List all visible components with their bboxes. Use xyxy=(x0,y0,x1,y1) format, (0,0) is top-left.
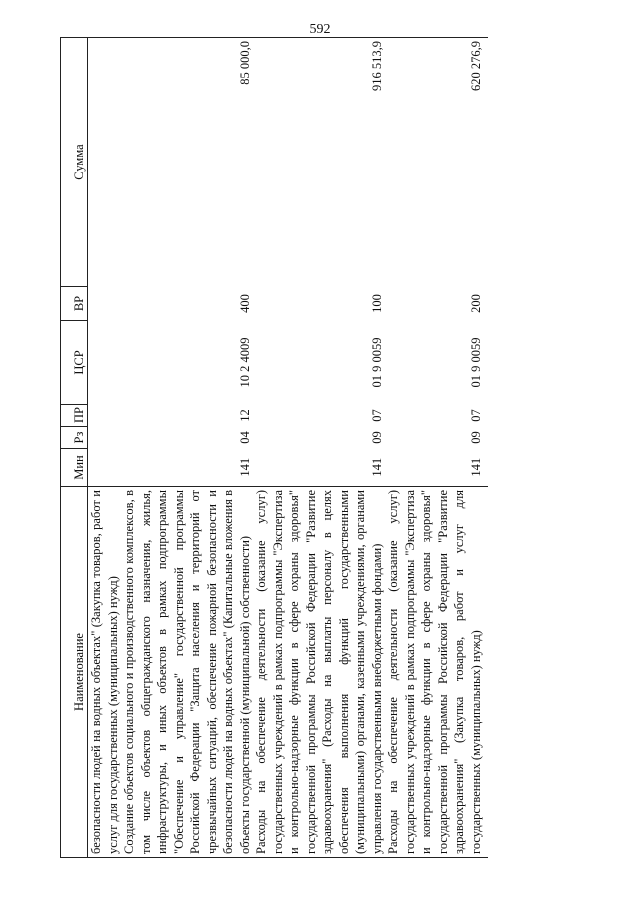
row-sum: 85 000,0 xyxy=(121,38,253,287)
row-name: безопасности людей на водных объектах" (Закупка товаров, работ и услуг для государственных (муниципальных) нужд) xyxy=(88,487,122,858)
table-row xyxy=(253,38,385,858)
header-pr: ПР xyxy=(61,405,88,427)
table-row xyxy=(385,38,488,858)
header-rz: Рз xyxy=(61,427,88,449)
row-pr xyxy=(88,405,122,427)
row-rz xyxy=(88,427,122,449)
row-csr: 10 2 4009 xyxy=(237,337,252,388)
row-min: 141 xyxy=(468,457,483,477)
table-row xyxy=(88,38,122,858)
row-min: 141 xyxy=(237,457,252,477)
rotated-table-area xyxy=(60,38,590,858)
row-vr: 400 xyxy=(237,294,252,313)
row-min: 141 xyxy=(369,457,384,477)
row-min xyxy=(88,449,122,487)
budget-table xyxy=(60,37,488,858)
row-csr xyxy=(88,321,122,405)
row-rz: 09 xyxy=(369,431,384,444)
header-vr: ВР xyxy=(61,287,88,321)
row-pr: 12 xyxy=(237,409,252,422)
row-vr xyxy=(88,287,122,321)
table-row xyxy=(121,38,253,858)
row-csr: 01 9 0059 xyxy=(468,337,483,388)
row-vr: 200 xyxy=(468,294,483,313)
row-csr: 01 9 0059 xyxy=(369,337,384,388)
row-rz: 09 xyxy=(468,431,483,444)
header-csr: ЦСР xyxy=(61,321,88,405)
page-number: 592 xyxy=(309,22,331,37)
row-name: Расходы на обеспечение деятельности (оказание услуг) государственных учреждений в рамках подпрограммы "Экспертиза и контрольно-надзорные функции в сфере охраны здоровья" государственной программы Российской Федерации "Развитие здравоохранения" (Расходы на выплаты персоналу в целях обеспечения выполнения функций государственными (муниципальными) органами, казенными учреждениями, органами управления государственными внебюджетными фондами) xyxy=(253,487,385,858)
row-pr: 07 xyxy=(369,409,384,422)
row-vr: 100 xyxy=(369,294,384,313)
row-pr: 07 xyxy=(468,409,483,422)
header-sum: Сумма xyxy=(61,38,88,287)
row-name: Расходы на обеспечение деятельности (оказание услуг) государственных учреждений в рамках подпрограммы "Экспертиза и контрольно-надзорные функции в сфере охраны здоровья" государственной программы Российской Федерации "Развитие здравоохранения" (Закупка товаров, работ и услуг для государственных (муниципальных) нужд) xyxy=(385,487,488,858)
row-name: Создание объектов социального и производственного комплексов, в том числе объектов общегражданского назначения, жилья, инфраструктуры, и иных объектов в рамках подпрограммы "Обеспечение и управление" государственной программы Российской Федерации "Защита населения и территорий от чрезвычайных ситуаций, обеспечение пожарной безопасности и безопасности людей на водных объектах" (Капитальные вложения в объекты государственной (муниципальной) собственности) xyxy=(121,487,253,858)
table-header xyxy=(61,38,88,858)
header-min: Мин xyxy=(61,449,88,487)
table-body xyxy=(88,38,489,858)
header-name: Наименование xyxy=(61,487,88,858)
row-rz: 04 xyxy=(237,431,252,444)
row-sum: 620 276,9 xyxy=(385,38,488,287)
row-sum xyxy=(88,38,122,287)
row-sum: 916 513,9 xyxy=(253,38,385,287)
